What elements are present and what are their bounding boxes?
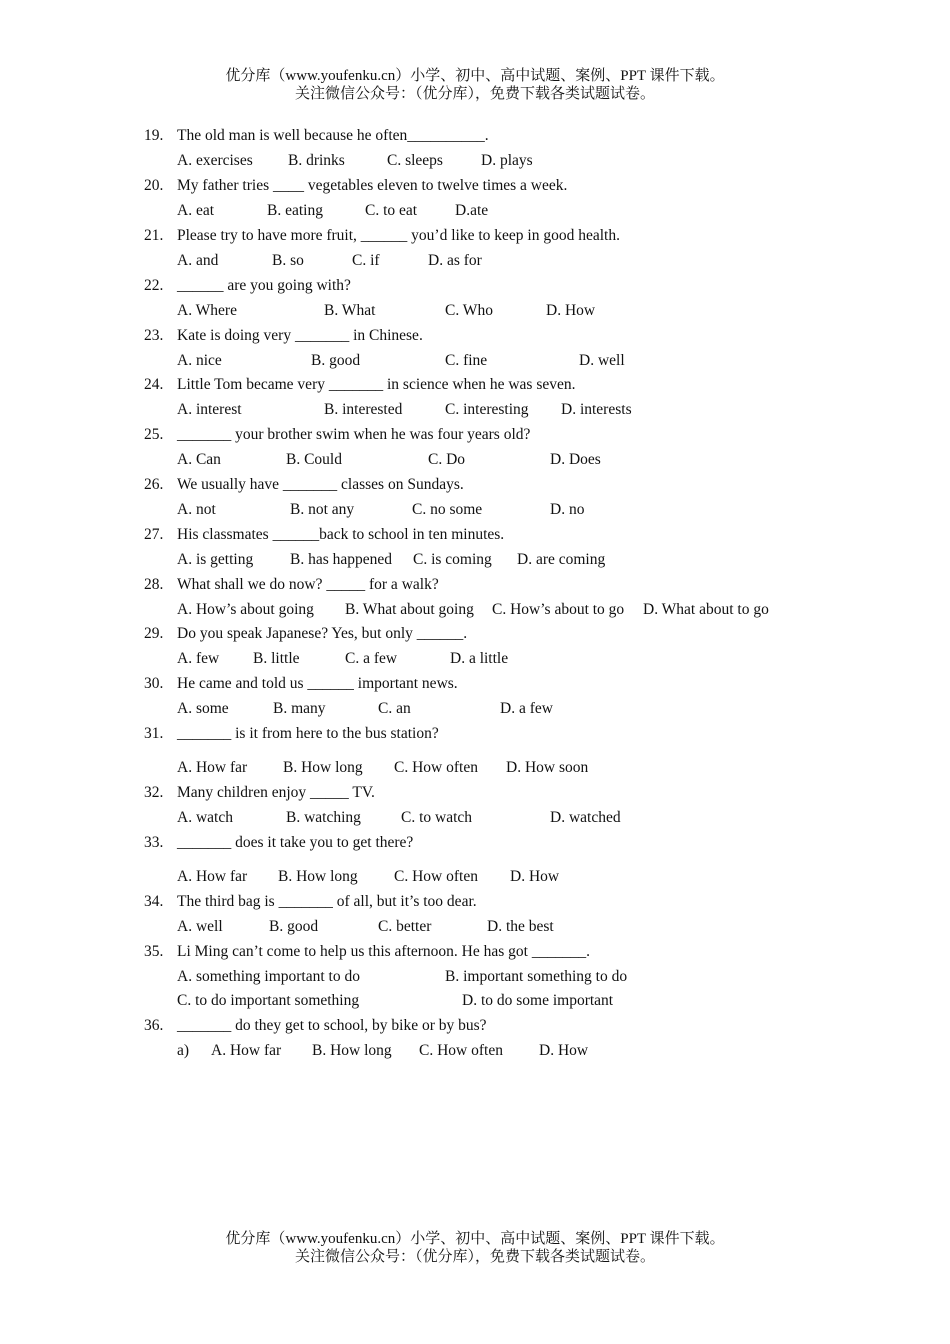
option-b: B. good — [269, 918, 319, 935]
question-number: 35. — [144, 943, 164, 960]
option-c: C. fine — [445, 352, 488, 369]
option-d: D. How soon — [506, 759, 589, 776]
option-c: C. to eat — [365, 202, 418, 219]
question-text: The old man is well because he often__________. — [177, 127, 489, 144]
option-a: A. watch — [177, 809, 233, 826]
option-row — [0, 991, 950, 1011]
option-d: D. the best — [487, 918, 554, 935]
question-number: 36. — [144, 1017, 164, 1034]
page-footer — [0, 1230, 950, 1266]
option-row — [0, 699, 950, 719]
option-d: D. interests — [561, 401, 632, 418]
option-a: A. eat — [177, 202, 215, 219]
question-stem — [0, 1016, 950, 1036]
option-c: C. to watch — [401, 809, 473, 826]
option-b: B. important something to do — [445, 968, 628, 985]
question-number: 19. — [144, 127, 164, 144]
question-stem — [0, 575, 950, 595]
question-number: 29. — [144, 625, 164, 642]
option-d: D. to do some important — [462, 992, 614, 1009]
option-c: C. How often — [419, 1042, 503, 1059]
option-d: D. How — [510, 868, 560, 885]
option-d: D. watched — [550, 809, 621, 826]
option-b: B. not any — [290, 501, 355, 518]
option-c: C. sleeps — [387, 152, 443, 169]
question-text: Do you speak Japanese? Yes, but only ______. — [177, 625, 468, 642]
option-c: C. How’s about to go — [492, 601, 625, 618]
question-number: 33. — [144, 834, 164, 851]
option-c: C. better — [378, 918, 432, 935]
option-row — [0, 967, 950, 987]
option-row — [0, 500, 950, 520]
option-row — [0, 151, 950, 171]
option-a: A. nice — [177, 352, 222, 369]
option-b: B. How long — [283, 759, 363, 776]
option-row — [0, 400, 950, 420]
question-text: He came and told us ______ important news. — [177, 675, 458, 692]
question-text: ______ are you going with? — [177, 277, 351, 294]
option-a: A. some — [177, 700, 229, 717]
option-d: D. Does — [550, 451, 601, 468]
question-text: Please try to have more fruit, ______ you’d like to keep in good health. — [177, 227, 620, 244]
option-row — [0, 550, 950, 570]
question-text: Little Tom became very _______ in science when he was seven. — [177, 376, 576, 393]
option-a: A. Can — [177, 451, 221, 468]
option-b: B. interested — [324, 401, 403, 418]
option-c: C. How often — [394, 868, 478, 885]
question-number: 34. — [144, 893, 164, 910]
option-d: D. as for — [428, 252, 482, 269]
option-a: A. and — [177, 252, 219, 269]
option-b: B. so — [272, 252, 304, 269]
option-c: C. How often — [394, 759, 478, 776]
option-b: B. has happened — [290, 551, 393, 568]
question-text: We usually have _______ classes on Sundays. — [177, 476, 464, 493]
option-a: A. is getting — [177, 551, 254, 568]
question-number: 21. — [144, 227, 164, 244]
option-row — [0, 450, 950, 470]
option-b: B. eating — [267, 202, 323, 219]
option-b: B. little — [253, 650, 300, 667]
question-text: _______ is it from here to the bus station? — [177, 725, 439, 742]
option-a: A. How far — [177, 868, 248, 885]
option-a: A. not — [177, 501, 216, 518]
option-d: D.ate — [455, 202, 489, 219]
question-stem — [0, 425, 950, 445]
question-number: 30. — [144, 675, 164, 692]
option-a: A. well — [177, 918, 223, 935]
question-text: Li Ming can’t come to help us this afternoon. He has got _______. — [177, 943, 590, 960]
question-stem — [0, 276, 950, 296]
option-row — [0, 808, 950, 828]
option-b: B. watching — [286, 809, 361, 826]
question-text: The third bag is _______ of all, but it’s too dear. — [177, 893, 477, 910]
header-line-2: 关注微信公众号：（优分库），免费下载各类试题试卷。 — [294, 86, 655, 102]
option-c: C. an — [378, 700, 411, 717]
option-a: A. How far — [177, 759, 248, 776]
option-c: C. Do — [428, 451, 466, 468]
question-number: 20. — [144, 177, 164, 194]
option-a: A. few — [177, 650, 220, 667]
question-stem — [0, 624, 950, 644]
question-stem — [0, 375, 950, 395]
question-number: 23. — [144, 327, 164, 344]
question-text: What shall we do now? _____ for a walk? — [177, 576, 439, 593]
page-header — [0, 67, 950, 103]
option-row — [0, 600, 950, 620]
question-number: 22. — [144, 277, 164, 294]
question-text: _______ do they get to school, by bike or by bus? — [177, 1017, 487, 1034]
option-b: B. drinks — [288, 152, 345, 169]
option-a: A. interest — [177, 401, 242, 418]
question-number: 28. — [144, 576, 164, 593]
question-stem — [0, 783, 950, 803]
option-c: C. if — [352, 252, 380, 269]
question-text: _______ does it take you to get there? — [177, 834, 414, 851]
option-c: C. to do important something — [177, 992, 360, 1009]
option-row — [0, 201, 950, 221]
option-a: A. How far — [211, 1042, 282, 1059]
question-number: 24. — [144, 376, 164, 393]
question-stem — [0, 942, 950, 962]
option-a: A. exercises — [177, 152, 253, 169]
option-d: D. What about to go — [643, 601, 769, 618]
question-text: Kate is doing very _______ in Chinese. — [177, 327, 423, 344]
option-row — [0, 251, 950, 271]
option-d: D. a little — [450, 650, 509, 667]
question-number: 31. — [144, 725, 164, 742]
question-stem — [0, 724, 950, 744]
footer-line-1: 优分库（www.youfenku.cn）小学、初中、高中试题、案例、PPT 课件下载。 — [225, 1231, 725, 1247]
question-text: _______ your brother swim when he was four years old? — [177, 426, 531, 443]
option-c: C. a few — [345, 650, 398, 667]
question-stem — [0, 892, 950, 912]
option-b: B. How long — [312, 1042, 392, 1059]
option-b: B. What — [324, 302, 376, 319]
option-d: D. How — [539, 1042, 589, 1059]
sub-label: a) — [177, 1042, 190, 1059]
question-text: Many children enjoy _____ TV. — [177, 784, 375, 801]
footer-line-2: 关注微信公众号：（优分库），免费下载各类试题试卷。 — [294, 1249, 655, 1265]
question-number: 25. — [144, 426, 164, 443]
option-b: B. How long — [278, 868, 358, 885]
option-row — [0, 867, 950, 887]
question-stem — [0, 126, 950, 146]
option-row — [0, 917, 950, 937]
option-d: D. no — [550, 501, 585, 518]
option-d: D. are coming — [517, 551, 606, 568]
option-b: B. good — [311, 352, 361, 369]
header-line-1: 优分库（www.youfenku.cn）小学、初中、高中试题、案例、PPT 课件下载。 — [225, 68, 725, 84]
option-c: C. Who — [445, 302, 493, 319]
question-text: His classmates ______back to school in ten minutes. — [177, 526, 505, 543]
question-stem — [0, 525, 950, 545]
option-c: C. is coming — [413, 551, 492, 568]
option-d: D. a few — [500, 700, 553, 717]
option-row — [0, 649, 950, 669]
question-stem — [0, 674, 950, 694]
option-row — [0, 301, 950, 321]
option-a: A. something important to do — [177, 968, 360, 985]
question-stem — [0, 326, 950, 346]
question-number: 32. — [144, 784, 164, 801]
question-number: 27. — [144, 526, 164, 543]
option-b: B. What about going — [345, 601, 474, 618]
option-c: C. no some — [412, 501, 483, 518]
question-stem — [0, 833, 950, 853]
option-b: B. Could — [286, 451, 342, 468]
option-row — [0, 758, 950, 778]
option-b: B. many — [273, 700, 326, 717]
option-a: A. How’s about going — [177, 601, 314, 618]
question-stem — [0, 176, 950, 196]
option-row — [0, 1041, 950, 1061]
option-c: C. interesting — [445, 401, 529, 418]
option-a: A. Where — [177, 302, 237, 319]
option-d: D. plays — [481, 152, 533, 169]
question-stem — [0, 226, 950, 246]
question-number: 26. — [144, 476, 164, 493]
option-row — [0, 351, 950, 371]
question-text: My father tries ____ vegetables eleven to twelve times a week. — [177, 177, 568, 194]
question-stem — [0, 475, 950, 495]
option-d: D. well — [579, 352, 625, 369]
option-d: D. How — [546, 302, 596, 319]
